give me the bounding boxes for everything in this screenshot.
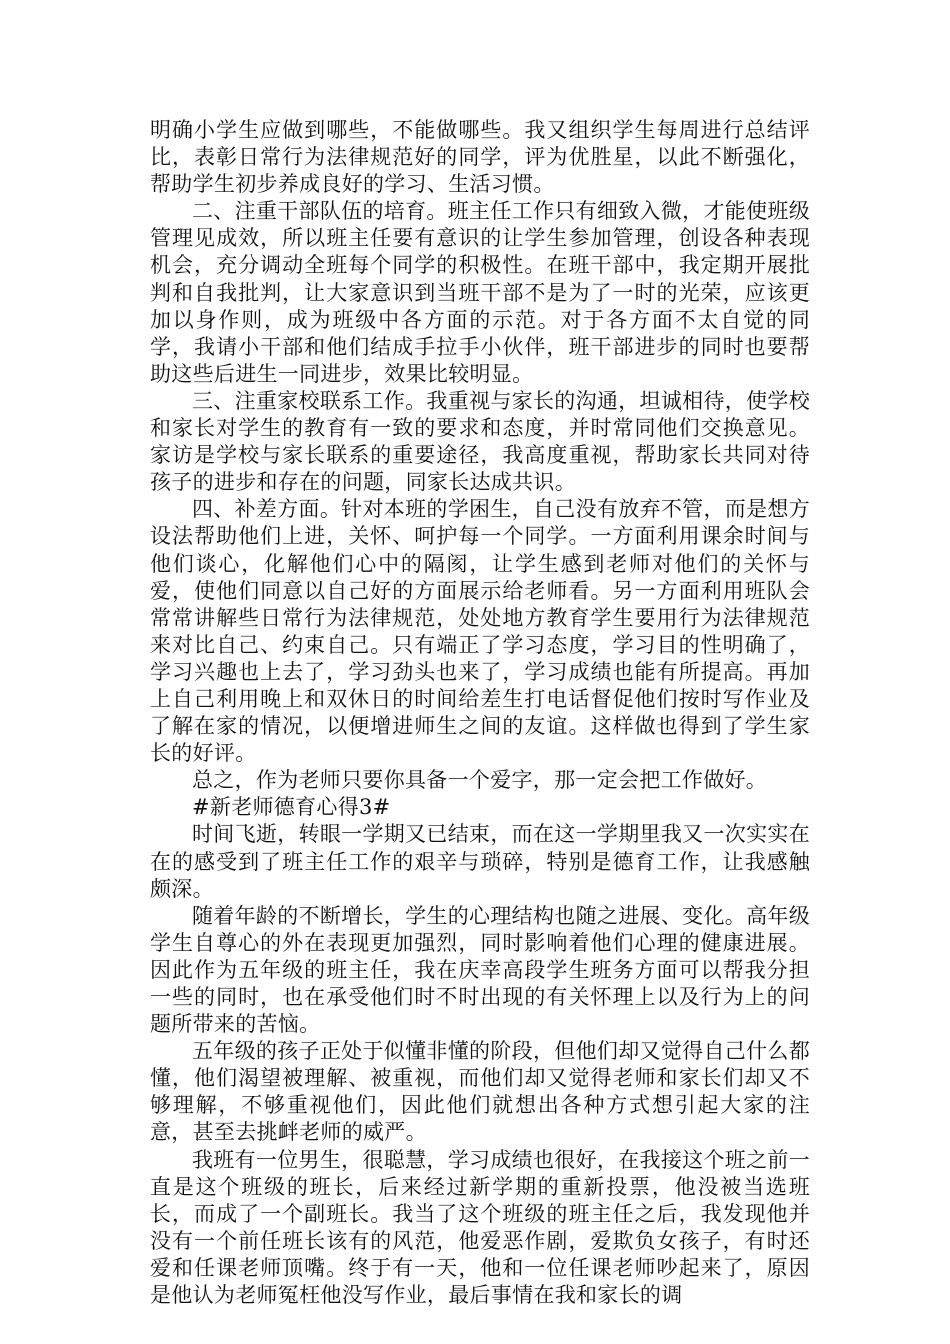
paragraph-8: 随着年龄的不断增长，学生的心理结构也随之进展、变化。高年级学生自尊心的外在表现更加强烈，同时影响着他们心理的健康进展。因此作为五年级的班主任，我在庆幸高段学生班务方面可以帮我分担一些的同时，也在承受他们时不时出现的有关怀理上以及行为上的问题所带来的苦恼。	[150, 903, 810, 1037]
paragraph-2: 二、注重干部队伍的培育。班主任工作只有细致入微，才能使班级管理见成效，所以班主任要有意识的让学生参加管理，创设各种表现机会，充分调动全班每个同学的积极性。在班干部中，我定期开展批判和自我批判，让大家意识到当班干部不是为了一时的光荣，应该更加以身作则，成为班级中各方面的示范。对于各方面不太自觉的同学，我请小干部和他们结成手拉手小伙伴，班干部进步的同时也要帮助这些后进生一同进步，效果比较明显。	[150, 199, 810, 386]
section-heading: #新老师德育心得3#	[192, 795, 391, 820]
paragraph-9: 五年级的孩子正处于似懂非懂的阶段，但他们却又觉得自己什么都懂，他们渴望被理解、被重视，而他们却又觉得老师和家长们却又不够理解，不够重视他们，因此他们就想出各种方式想引起大家的注意，甚至去挑衅老师的威严。	[150, 1039, 810, 1145]
paragraph-3: 三、注重家校联系工作。我重视与家长的沟通，坦诚相待，使学校和家长对学生的教育有一致的要求和态度，并时常同他们交换意见。家访是学校与家长联系的重要途径，我高度重视，帮助家长共同对待孩子的进步和存在的问题，同家长达成共识。	[150, 388, 810, 495]
paragraph-1: 明确小学生应做到哪些，不能做哪些。我又组织学生每周进行总结评比，表彰日常行为法律规范好的同学，评为优胜星，以此不断强化，帮助学生初步养成良好的学习、生活习惯。	[150, 118, 810, 197]
document-body	[150, 117, 810, 1309]
paragraph-10: 我班有一位男生，很聪慧，学习成绩也很好，在我接这个班之前一直是这个班级的班长，后来经过新学期的重新投票，他没被当选班长，而成了一个副班长。我当了这个班级的班主任之后，我发现他并没有一个前任班长该有的风范，他爱恶作剧，爱欺负女孩子，有时还爱和任课老师顶嘴。终于有一天，他和一位任课老师吵起来了，原因是他认为老师冤枉他没写作业，最后事情在我和家长的调	[150, 1147, 810, 1308]
paragraph-5: 总之，作为老师只要你具备一个爱字，那一定会把工作做好。	[192, 768, 768, 793]
paragraph-7: 时间飞逝，转眼一学期又已结束，而在这一学期里我又一次实实在在的感受到了班主任工作的艰辛与琐碎，特别是德育工作，让我感触颇深。	[150, 822, 810, 901]
paragraph-4: 四、补差方面。针对本班的学困生，自己没有放弃不管，而是想方设法帮助他们上进，关怀、呵护每一个同学。一方面利用课余时间与他们谈心，化解他们心中的隔阂，让学生感到老师对他们的关怀与爱，使他们同意以自己好的方面展示给老师看。另一方面利用班队会常常讲解些日常行为法律规范，处处地方教育学生要用行为法律规范来对比自己、约束自己。只有端正了学习态度，学习目的性明确了，学习兴趣也上去了，学习劲头也来了，学习成绩也能有所提高。再加上自己利用晚上和双休日的时间给差生打电话督促他们按时写作业及了解在家的情况，以便增进师生之间的友谊。这样做也得到了学生家长的好评。	[150, 497, 810, 766]
